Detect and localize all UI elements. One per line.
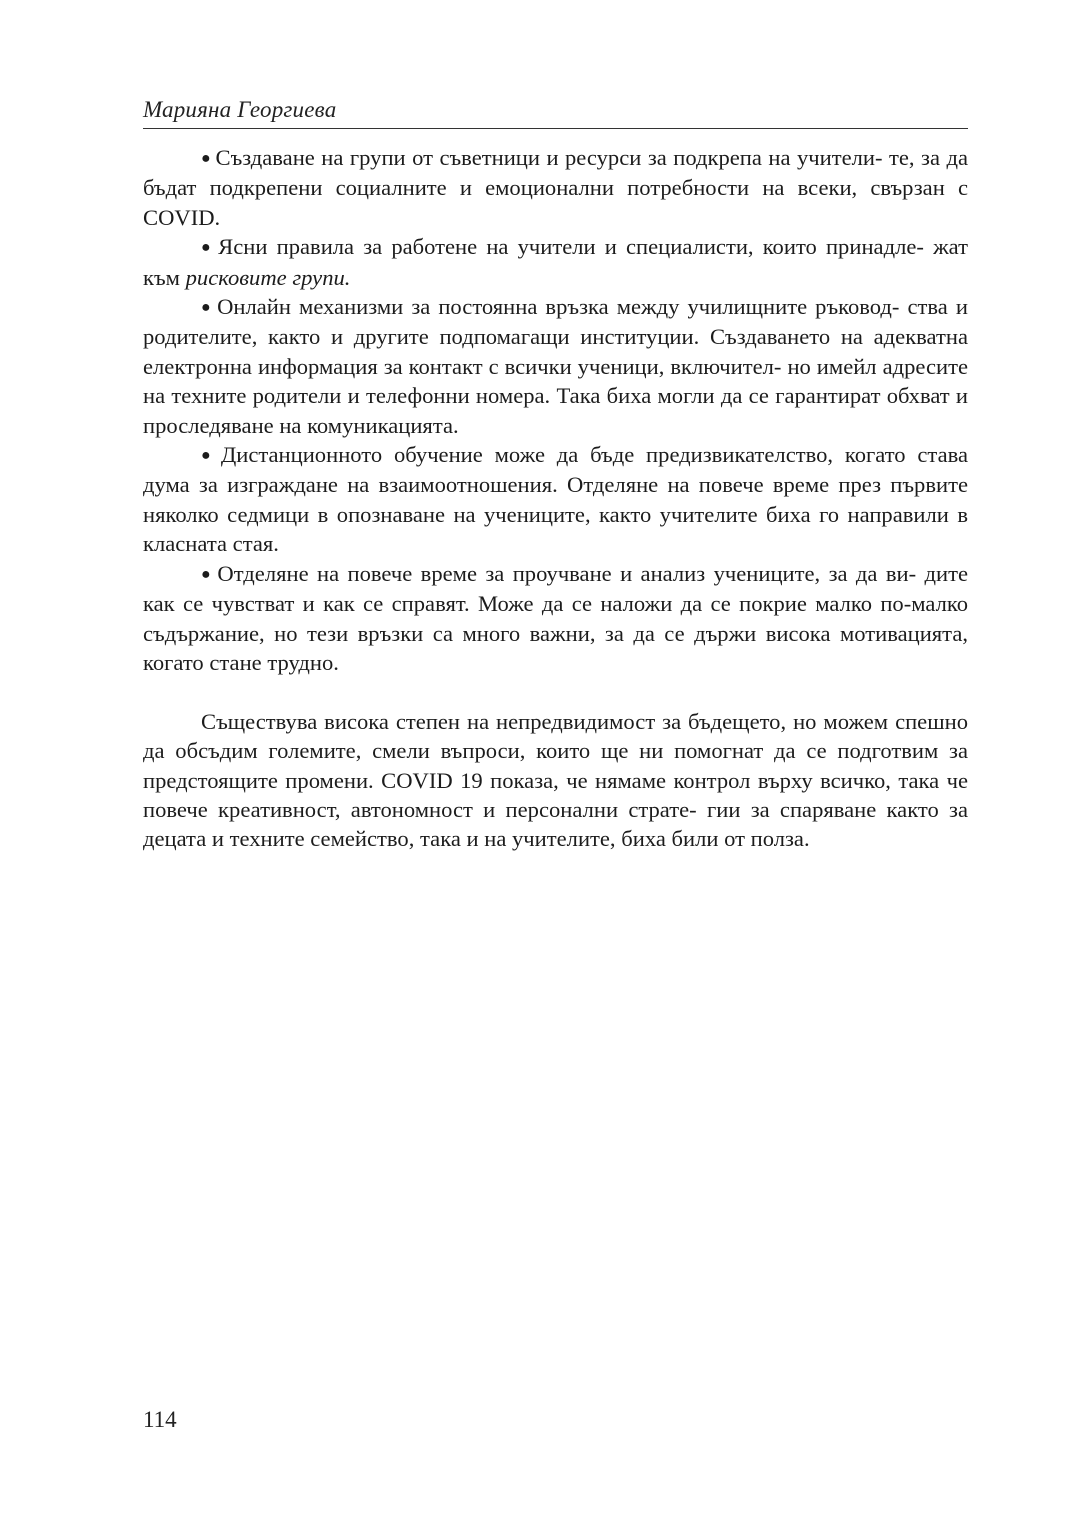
line: да се гарантират обхват и проследяване на комуникацията. (143, 383, 968, 438)
line: биха били от полза. (621, 826, 810, 852)
bullet-item-2 (143, 232, 968, 292)
bullet-item-3 (143, 292, 968, 440)
line: подготвим за предстоящите промени. COVID 19 показа, че нямаме контрол (143, 738, 968, 793)
line: биха го направили в класната стая. (143, 501, 968, 557)
line: става дума за изграждане на взаимоотношения. Отделяне на повече време (143, 442, 968, 498)
bullet-marker: ● (201, 299, 214, 317)
line: дите как се чувстват и как се справят. Може да се наложи да се покрие малко (143, 560, 968, 617)
closing-paragraph (143, 707, 968, 854)
bullet-marker: ● (201, 447, 217, 465)
bullet-marker: ● (201, 565, 214, 583)
line: през първите няколко седмици в опознаване на учениците, както учителите (143, 472, 968, 527)
italic-term: рисковите групи. (185, 264, 351, 290)
bullet-item-1 (143, 143, 968, 232)
bullet-item-5 (143, 559, 968, 678)
running-head-author: Марияна Георгиева (143, 97, 337, 122)
line: спешно да обсъдим големите, смели въпроси, които ще ни помогнат да се (143, 708, 968, 764)
line: Създаване на групи от съветници и ресурси за подкрепа на учители- (215, 145, 883, 170)
line: Съществува висока степен на непредвидимост за бъдещето, но можем (201, 708, 889, 734)
line: Онлайн механизми за постоянна връзка между училищните ръковод- (217, 294, 900, 320)
body-text (143, 143, 968, 854)
line: ства и родителите, както и другите подпомагащи институции. Създаването на (143, 294, 968, 350)
line: те, за да бъдат подкрепени социалните и емоционални потребности на всеки, (143, 145, 968, 201)
line: жат към (143, 234, 968, 290)
bullet-item-4 (143, 440, 968, 559)
bullet-marker: ● (201, 150, 212, 167)
line: мотивацията, когато стане трудно. (143, 620, 968, 675)
line: Ясни правила за работене на учители и специалисти, които принадле- (218, 234, 924, 260)
page-number: 114 (143, 1407, 177, 1432)
header-rule (143, 128, 968, 129)
line: свързан с COVID. (143, 175, 968, 230)
line: Отделяне на повече време за проучване и анализ учениците, за да ви- (217, 560, 917, 586)
line: Дистанционното обучение може да бъде предизвикателство, когато (220, 442, 906, 468)
line: по-малко съдържание, но тези връзки са много важни, за да се държи висока (143, 591, 968, 646)
line: върху всичко, така че повече креативност, автономност и персонални страте- (143, 767, 968, 822)
bullet-marker: ● (201, 239, 215, 257)
line: но имейл адресите на техните родители и телефонни номера. Така биха могли (143, 353, 968, 409)
line: адекватна електронна информация за контакт с всички ученици, включител- (143, 324, 968, 379)
line: гии за спаряване както за децата и техните семейство, така и на учителите, (143, 796, 968, 852)
